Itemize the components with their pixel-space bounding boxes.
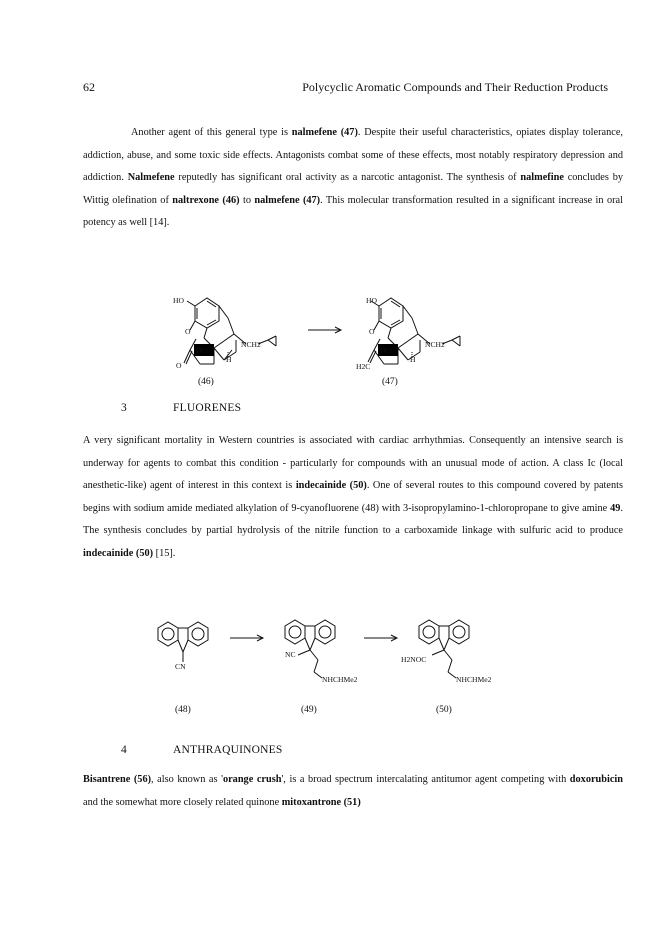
text-run: reputedly has significant oral activity as a narcotic antagonist. The synthesis of [174, 172, 521, 183]
section-number-3: 3 [121, 402, 127, 414]
bold-term: nalmefine [520, 172, 564, 183]
text-run: [15]. [153, 547, 176, 559]
bold-term: nalmefene (47) [254, 194, 321, 206]
section-number-4: 4 [121, 744, 127, 756]
atom-n-46: NCH2 [241, 340, 261, 349]
compound-label-47: (47) [382, 377, 398, 387]
text-run: , also known as ' [151, 774, 223, 785]
atom-ho-46: HO [173, 296, 184, 305]
text-run: A very significant mortality in Western countries is associated with cardiac arrhythmias. Consequently an intensive search is underway for agents to combat this condition - particularly for compounds with an unusual mode of action. A class Ic (local anesthetic-like) agent of interest in this context is [83, 435, 623, 491]
bold-term: mitoxantrone (51) [281, 796, 361, 808]
structure-amine-49 [285, 620, 335, 678]
compound-label-48: (48) [175, 705, 191, 715]
text-run: Another agent of this general type is [131, 127, 292, 138]
atom-n-47: NCH2 [425, 340, 445, 349]
paragraph-bisantrene [83, 769, 623, 814]
atom-ho-inner-46: HO [196, 346, 207, 355]
atom-amine-49: NHCHMe2 [322, 675, 358, 684]
text-run: . The synthesis concludes by partial hydrolysis of the nitrile function to a carboxamide linkage with sulfuric acid to produce [83, 502, 623, 536]
compound-label-46: (46) [198, 377, 214, 387]
bold-term: naltrexone (46) [172, 194, 240, 206]
bold-term: doxorubicin [569, 774, 624, 785]
section-title-fluorenes: FLUORENES [173, 402, 242, 414]
bold-term: 49 [610, 502, 621, 514]
structure-9-cyanofluorene [158, 622, 208, 662]
text-run: . One of several routes to this compound covered by patents begins with sodium amide mediated alkylation of 9-cyanofluorene (48) with 3-isopropylamino-1-chloropropane to give amine [83, 480, 623, 514]
bold-term: Nalmefene [127, 172, 175, 183]
atom-ho-47: HO [366, 296, 377, 305]
running-title: Polycyclic Aromatic Compounds and Their Reduction Products [302, 80, 608, 94]
bold-term: Bisantrene (56) [83, 774, 152, 785]
text-run: concludes by Wittig olefination of [83, 172, 623, 206]
atom-nc-49: NC [285, 650, 296, 659]
atom-ch2-47: H2C [356, 362, 371, 371]
atom-ho-inner-47: HO [380, 346, 391, 355]
atom-amide-50: H2NOC [401, 655, 427, 664]
atom-cn-48: CN [175, 662, 186, 671]
bold-term: orange crush [222, 774, 282, 785]
bold-term: nalmefene (47) [291, 127, 358, 138]
text-run: . Despite their useful characteristics, opiates display tolerance, addiction, abuse, and some toxic side effects. Antagonists combat some of these effects, most notably respiratory depression and addiction. [83, 127, 623, 183]
paragraph-text [83, 769, 623, 814]
bold-term: indecainide (50) [83, 547, 154, 559]
atom-amine-50: NHCHMe2 [456, 675, 492, 684]
compound-label-49: (49) [301, 705, 317, 715]
atom-o-46: O [185, 327, 191, 336]
section-title-anthraquinones: ANTHRAQUINONES [173, 744, 283, 756]
atom-h-46: H [226, 355, 232, 364]
bold-term: indecainide (50) [295, 480, 367, 491]
structure-indecainide [419, 620, 469, 678]
compound-label-50: (50) [436, 705, 452, 715]
atom-ketone-o-46: O [176, 361, 182, 370]
atom-h-47: H [410, 355, 416, 364]
page-number: 62 [83, 80, 95, 94]
text-run: to [239, 194, 255, 206]
text-run: . This molecular transformation resulted in a significant increase in oral potency as well [14]. [83, 194, 623, 228]
atom-o-47: O [369, 327, 375, 336]
text-run: ', is a broad spectrum intercalating antitumor agent competing with [281, 774, 570, 785]
text-run: and the somewhat more closely related quinone [83, 796, 282, 808]
